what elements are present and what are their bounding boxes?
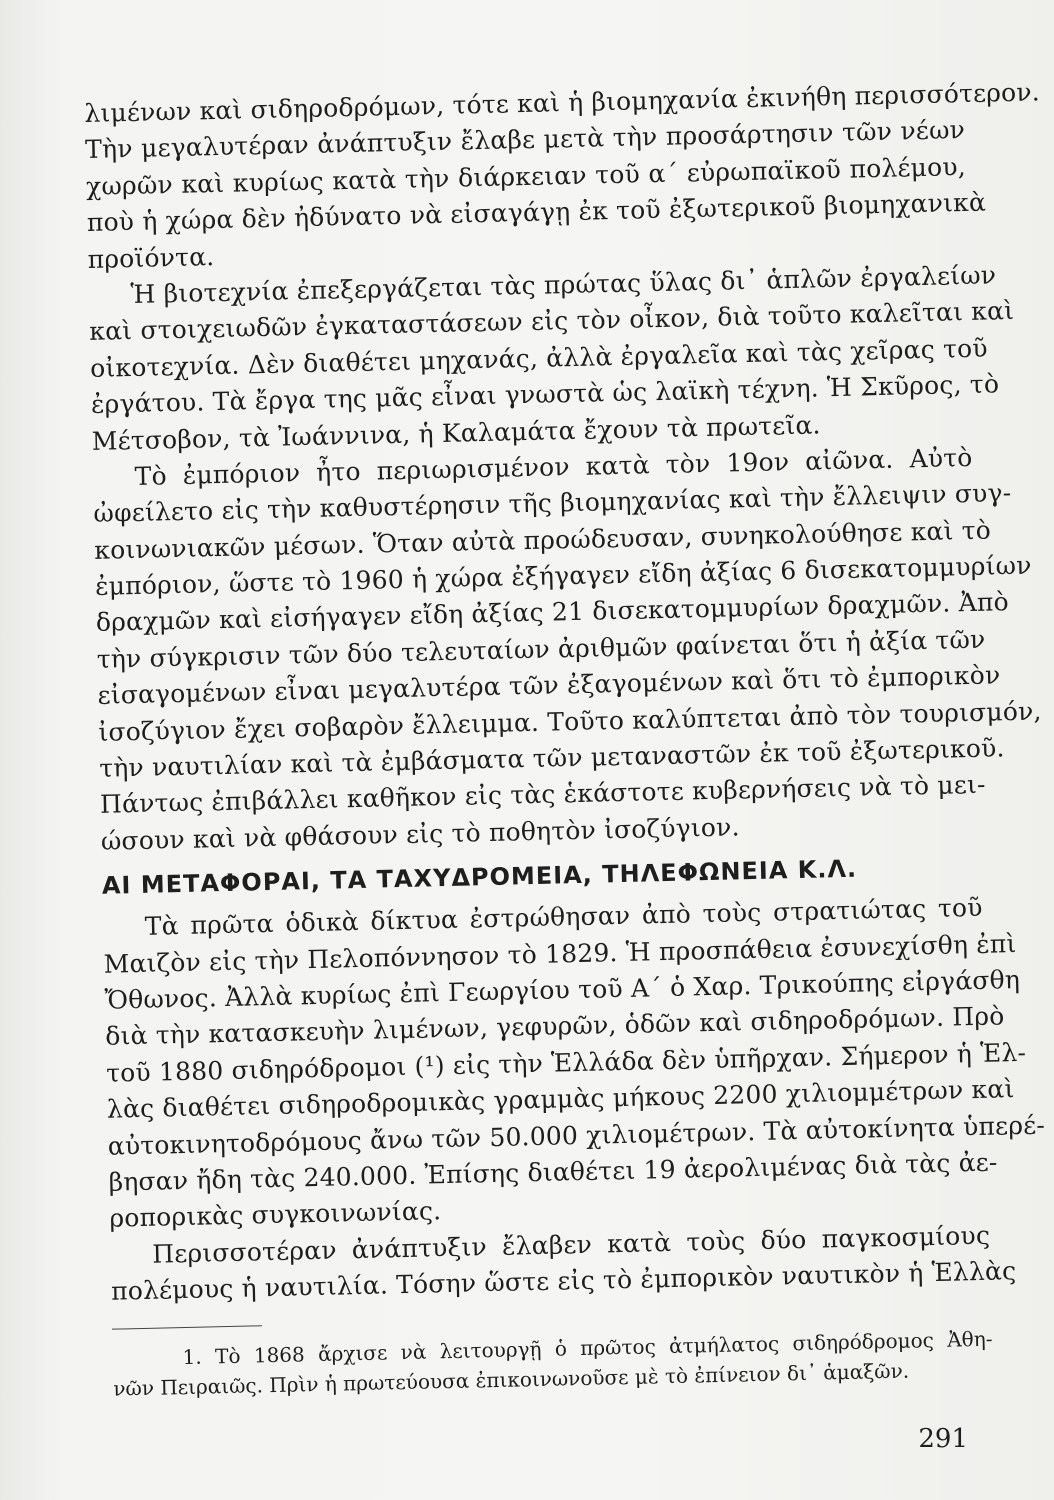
footnote-line: νῶν Πειραιῶς. Πρὶν ἡ πρωτεύουσα ἐπικοινωνοῦσε μὲ τὸ ἐπίνειον δι᾽ ἁμαξῶν. (113, 1358, 910, 1401)
text-line: καὶ στοιχειωδῶν ἐγκαταστάσεων εἰς τὸν οἶκον, διὰ τοῦτο καλεῖται καὶ (89, 296, 1015, 347)
text-line: ποὺ ἡ χώρα δὲν ἠδύνατο νὰ εἰσαγάγῃ ἐκ τοῦ ἐξωτερικοῦ βιομηχανικὰ (86, 187, 987, 238)
text-line: Τὰ πρῶτα ὁδικὰ δίκτυα ἐστρώθησαν ἀπὸ τοὺς στρατιώτας τοῦ (144, 893, 983, 942)
text-line: ροπορικὰς συγκοινωνίας. (109, 1196, 442, 1234)
text-line: προϊόντα. (87, 241, 215, 274)
paragraph-4 (102, 890, 1046, 1237)
paragraph-1 (84, 76, 1041, 278)
text-line: Τὸ ἐμπόριον ἦτο περιωρισμένον κατὰ τὸν 19ον αἰῶνα. Αὐτὸ (134, 442, 973, 491)
text-line: Πάντως ἐπιβάλλει καθῆκον εἰς τὰς ἑκάστοτε κυβερνήσεις νὰ τὸ μει- (99, 770, 986, 820)
text-line: αὐτοκινητοδρόμους ἄνω τῶν 50.000 χιλιομέτρων. Τὰ αὐτοκίνητα ὑπερέ- (107, 1110, 1046, 1161)
text-line: λιμένων καὶ σιδηροδρόμων, τότε καὶ ἡ βιομηχανία ἐκινήθη περισσότερον. (84, 77, 1041, 128)
paragraph-3 (92, 440, 1042, 860)
text-block (84, 76, 1046, 1403)
text-line: ὠφείλετο εἰς τὴν καθυστέρησιν τῆς βιομηχανίας καὶ τὴν ἔλλειψιν συγ- (93, 478, 1012, 529)
text-line: ἰσοζύγιον ἔχει σοβαρὸν ἔλλειμμα. Τοῦτο καλύπτεται ἀπὸ τὸν τουρισμόν, (98, 696, 1042, 747)
text-line: Μέτσοβον, τὰ Ἰωάννινα, ἡ Καλαμάτα ἔχουν τὰ πρωτεῖα. (91, 409, 821, 456)
section-heading: ΑΙ ΜΕΤΑΦΟΡΑΙ, ΤΑ ΤΑΧΥΔΡΟΜΕΙΑ, ΤΗΛΕΦΩΝΕΙΑ Κ.Λ. (101, 854, 858, 900)
text-line: λὰς διαθέτει σιδηροδρομικὰς γραμμὰς μήκους 2200 χιλιομμέτρων καὶ (106, 1074, 1015, 1124)
text-line: τὴν σύγκρισιν τῶν δύο τελευταίων ἀριθμῶν φαίνεται ὅτι ἡ ἀξία τῶν (96, 624, 986, 674)
text-line: διὰ τὴν κατασκευὴν λιμένων, γεφυρῶν, ὁδῶν καὶ σιδηροδρόμων. Πρὸ (105, 1001, 1005, 1052)
text-line: Μαιζὸν εἰς τὴν Πελοπόννησον τὸ 1829. Ἡ προσπάθεια ἐσυνεχίσθη ἐπὶ (103, 928, 1017, 979)
text-line: Ἡ βιοτεχνία ἐπεξεργάζεται τὰς πρώτας ὕλας δι᾽ ἁπλῶν ἐργαλείων (130, 260, 997, 309)
text-line: τὴν ναυτιλίαν καὶ τὰ ἐμβάσματα τῶν μεταναστῶν ἐκ τοῦ ἐξωτερικοῦ. (98, 733, 1005, 783)
footnote-divider (112, 1325, 262, 1329)
text-line: οἰκοτεχνία. Δὲν διαθέτει μηχανάς, ἀλλὰ ἐργαλεῖα καὶ τὰς χεῖρας τοῦ (89, 333, 989, 383)
text-line: ἐργάτου. Τὰ ἔργα της μᾶς εἶναι γνωστὰ ὡς λαϊκὴ τέχνη. Ἡ Σκῦρος, τὸ (90, 369, 1000, 420)
text-line: Περισσοτέραν ἀνάπτυξιν ἔλαβεν κατὰ τοὺς δύο παγκοσμίους (151, 1220, 991, 1269)
text-line: εἰσαγομένων εἶναι μεγαλυτέρα τῶν ἐξαγομένων καὶ ὅτι τὸ ἐμπορικὸν (97, 660, 1001, 711)
page-number: 291 (918, 1424, 968, 1454)
text-line: Ὄθωνος. Ἀλλὰ κυρίως ἐπὶ Γεωργίου τοῦ Α΄ ὁ Χαρ. Τρικούπης εἰργάσθη (104, 964, 1021, 1015)
text-line: Τὴν μεγαλυτέραν ἀνάπτυξιν ἔλαβε μετὰ τὴν προσάρτησιν τῶν νέων (84, 115, 966, 165)
text-line: βησαν ἤδη τὰς 240.000. Ἐπίσης διαθέτει 19 ἀερολιμένας διὰ τὰς ἀε- (108, 1147, 998, 1197)
text-line: ἐμπόριον, ὥστε τὸ 1960 ἡ χώρα ἐξήγαγεν εἴδη ἀξίας 6 δισεκατομμυρίων (94, 550, 1032, 601)
text-line: ώσουν καὶ νὰ φθάσουν εἰς τὸ ποθητὸν ἰσοζύγιον. (100, 812, 740, 856)
text-line: χωρῶν καὶ κυρίως κατὰ τὴν διάρκειαν τοῦ α΄ εὐρωπαϊκοῦ πολέμου, (85, 151, 967, 201)
text-line: κοινωνιακῶν μέσων. Ὅταν αὐτὰ προώδευσαν, συνηκολούθησε καὶ τὸ (93, 515, 992, 565)
footnote (112, 1323, 993, 1403)
text-line: δραχμῶν καὶ εἰσήγαγεν εἴδη ἀξίας 21 δισεκατομμυρίων δραχμῶν. Ἀπὸ (95, 587, 1010, 638)
text-line: πολέμους ἡ ναυτιλία. Τόσην ὥστε εἰς τὸ ἐμπορικὸν ναυτικὸν ἡ Ἑλλὰς (110, 1256, 1017, 1306)
paragraph-2 (88, 258, 1015, 460)
footnote-line: 1. Τὸ 1868 ἄρχισε νὰ λειτουργῇ ὁ πρῶτος ἀτμήλατος σιδηρόδρομος Ἀθη- (182, 1326, 993, 1369)
text-line: τοῦ 1880 σιδηρόδρομοι (¹) εἰς τὴν Ἑλλάδα δὲν ὑπῆρχαν. Σήμερον ἡ Ἑλ- (105, 1037, 1027, 1088)
